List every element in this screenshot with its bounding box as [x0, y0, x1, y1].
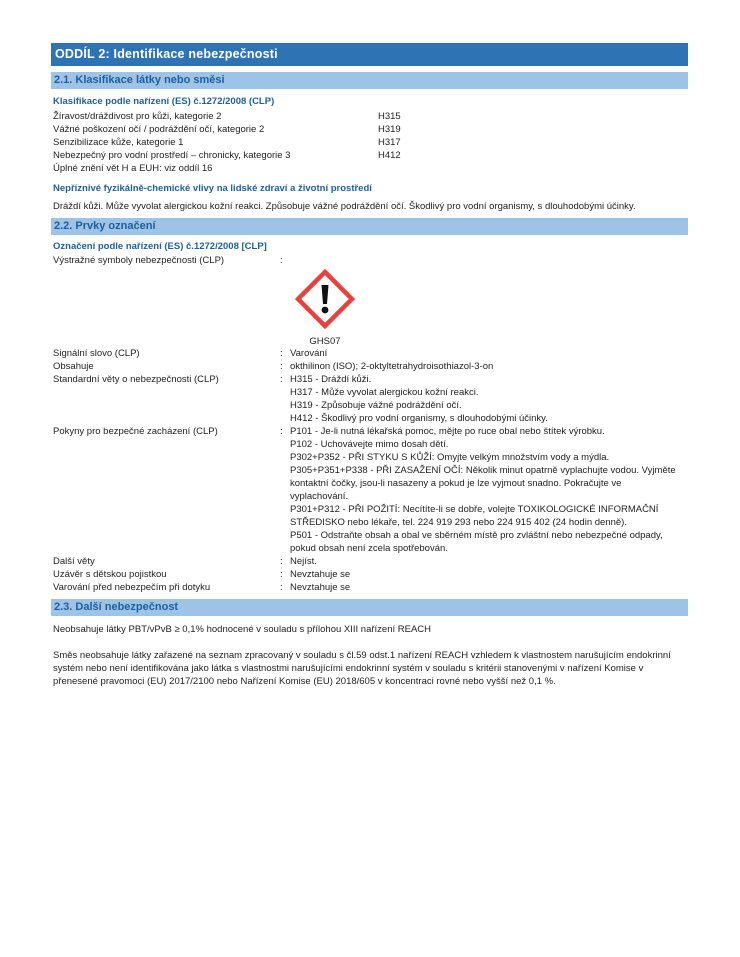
contains-label: Obsahuje — [53, 361, 94, 372]
ghs-pictogram — [293, 269, 357, 347]
other-phrases-value: Nejíst. — [290, 556, 317, 567]
hazard-statement: H319 - Způsobuje vážné podráždění očí. — [290, 400, 462, 411]
precautionary-statements-label: Pokyny pro bezpečné zacházení (CLP) — [53, 426, 218, 437]
hazard-statement: H412 - Škodlivý pro vodní organismy, s dlouhodobými účinky. — [290, 413, 548, 424]
subsection-2-3-header: 2.3. Další nebezpečnost — [51, 599, 688, 616]
classification-name: Senzibilizace kůže, kategorie 1 — [53, 137, 184, 148]
tactile-warning-label: Varování před nebezpečím při dotyku — [53, 582, 211, 593]
classification-code: H315 — [378, 111, 401, 122]
classification-list — [51, 110, 688, 175]
hazard-statement: H317 - Může vyvolat alergickou kožní reakci. — [290, 387, 479, 398]
hazard-statements-label: Standardní věty o nebezpečnosti (CLP) — [53, 374, 219, 385]
classification-row — [53, 110, 688, 123]
section-header: ODDÍL 2: Identifikace nebezpečnosti — [51, 43, 688, 66]
precautionary-statements-list — [290, 425, 680, 555]
classification-row — [53, 136, 688, 149]
tactile-warning-value: Nevztahuje se — [290, 582, 351, 593]
colon: : — [280, 426, 283, 437]
adverse-effects-text: Dráždí kůži. Může vyvolat alergickou kožní reakci. Způsobuje vážné podráždění očí. Škodlivý pro vodní organismy, s dlouhodobými účinky. — [53, 201, 636, 212]
hazard-statements-row — [53, 373, 688, 425]
other-phrases-label: Další věty — [53, 556, 95, 567]
classification-row — [53, 149, 688, 162]
colon: : — [280, 374, 283, 385]
child-resistant-value: Nevztahuje se — [290, 569, 351, 580]
classification-row — [53, 123, 688, 136]
classification-code: H319 — [378, 124, 401, 135]
classification-name: Vážné poškození očí / podráždění očí, kategorie 2 — [53, 124, 265, 135]
subsection-2-2-header: 2.2. Prvky označení — [51, 218, 688, 235]
colon: : — [280, 255, 283, 266]
clp-labelling-title: Označení podle nařízení (ES) č.1272/2008 [CLP] — [53, 241, 267, 252]
precautionary-statement: P102 - Uchovávejte mimo dosah dětí. — [290, 439, 449, 450]
pictogram-label: Výstražné symboly nebezpečnosti (CLP) — [53, 255, 225, 266]
precautionary-statements-row — [53, 425, 688, 555]
precautionary-statement: P101 - Je-li nutná lékařská pomoc, mějte po ruce obal nebo štítek výrobku. — [290, 426, 605, 437]
classification-name: Žíravost/dráždivost pro kůži, kategorie 2 — [53, 111, 222, 122]
precautionary-statement: P302+P352 - PŘI STYKU S KŮŽÍ: Omyjte velkým množstvím vody a mýdla. — [290, 452, 610, 463]
endocrine-disruptor-text: Směs neobsahuje látky zařazené na seznam zpracovaný v souladu s čl.59 odst.1 nařízení REACH vzhledem k vlastnostem narušujícím endokrinní systém nebo není identifikována jako látka s vlastnostmi narušujícími endokrinní systém v souladu s kritérii stanovenými v nařízení Komise v přenesené pravomoci (EU) 2017/2100 nebo Nařízení Komise (EU) 2018/605 v koncentraci rovné nebo vyšší než 0,1 %. — [53, 650, 671, 687]
clp-classification-title: Klasifikace podle nařízení (ES) č.1272/2008 (CLP) — [53, 96, 275, 107]
precautionary-statement: P305+P351+P338 - PŘI ZASAŽENÍ OČÍ: Několik minut opatrně vyplachujte vodou. Vyjměte kontaktní čočky, jsou-li nasazeny a pokud je lze vyjmout snadno. Pokračujte ve vyplachování. — [290, 465, 676, 502]
other-phrases-row — [53, 555, 688, 568]
pbt-vpvb-text: Neobsahuje látky PBT/vPvB ≥ 0,1% hodnocené v souladu s přílohou XIII nařízení REACH — [53, 624, 432, 635]
pictogram-code: GHS07 — [309, 336, 341, 347]
hazard-statement: H315 - Dráždí kůži. — [290, 374, 372, 385]
signal-word-row — [53, 347, 688, 360]
colon: : — [280, 348, 283, 359]
colon: : — [280, 569, 283, 580]
subsection-2-1-header: 2.1. Klasifikace látky nebo směsi — [51, 72, 688, 89]
child-resistant-label: Uzávěr s dětskou pojistkou — [53, 569, 167, 580]
colon: : — [280, 556, 283, 567]
classification-name: Nebezpečný pro vodní prostředí – chronicky, kategorie 3 — [53, 150, 291, 161]
sds-section-2 — [51, 43, 688, 688]
precautionary-statement: P301+P312 - PŘI POŽITÍ: Necítíte-li se dobře, volejte TOXIKOLOGICKÉ INFORMAČNÍ STŘEDISKO nebo lékaře, tel. 224 919 293 nebo 224 915 402 (24 hodin denně). — [290, 504, 659, 528]
classification-code: H412 — [378, 150, 401, 161]
hazard-statements-list — [290, 373, 680, 425]
classification-code: H317 — [378, 137, 401, 148]
contains-value: okthilinon (ISO); 2-oktyltetrahydroisothiazol-3-on — [290, 361, 494, 372]
pictogram-row — [53, 254, 688, 267]
ghs07-exclamation-icon — [295, 269, 355, 329]
adverse-effects-title: Nepříznivé fyzikálně-chemické vlivy na lidské zdraví a životní prostředí — [53, 183, 372, 194]
tactile-warning-row — [53, 581, 688, 594]
contains-row — [53, 360, 688, 373]
precautionary-statement: P501 - Odstraňte obsah a obal ve sběrném místě pro zvláštní nebo nebezpečné odpady, pokud obsah není zcela spotřebován. — [290, 530, 663, 554]
colon: : — [280, 582, 283, 593]
signal-word-label: Signální slovo (CLP) — [53, 348, 140, 359]
colon: : — [280, 361, 283, 372]
signal-word-value: Varování — [290, 348, 328, 359]
full-text-note: Úplné znění vět H a EUH: viz oddíl 16 — [53, 163, 213, 174]
child-resistant-row — [53, 568, 688, 581]
